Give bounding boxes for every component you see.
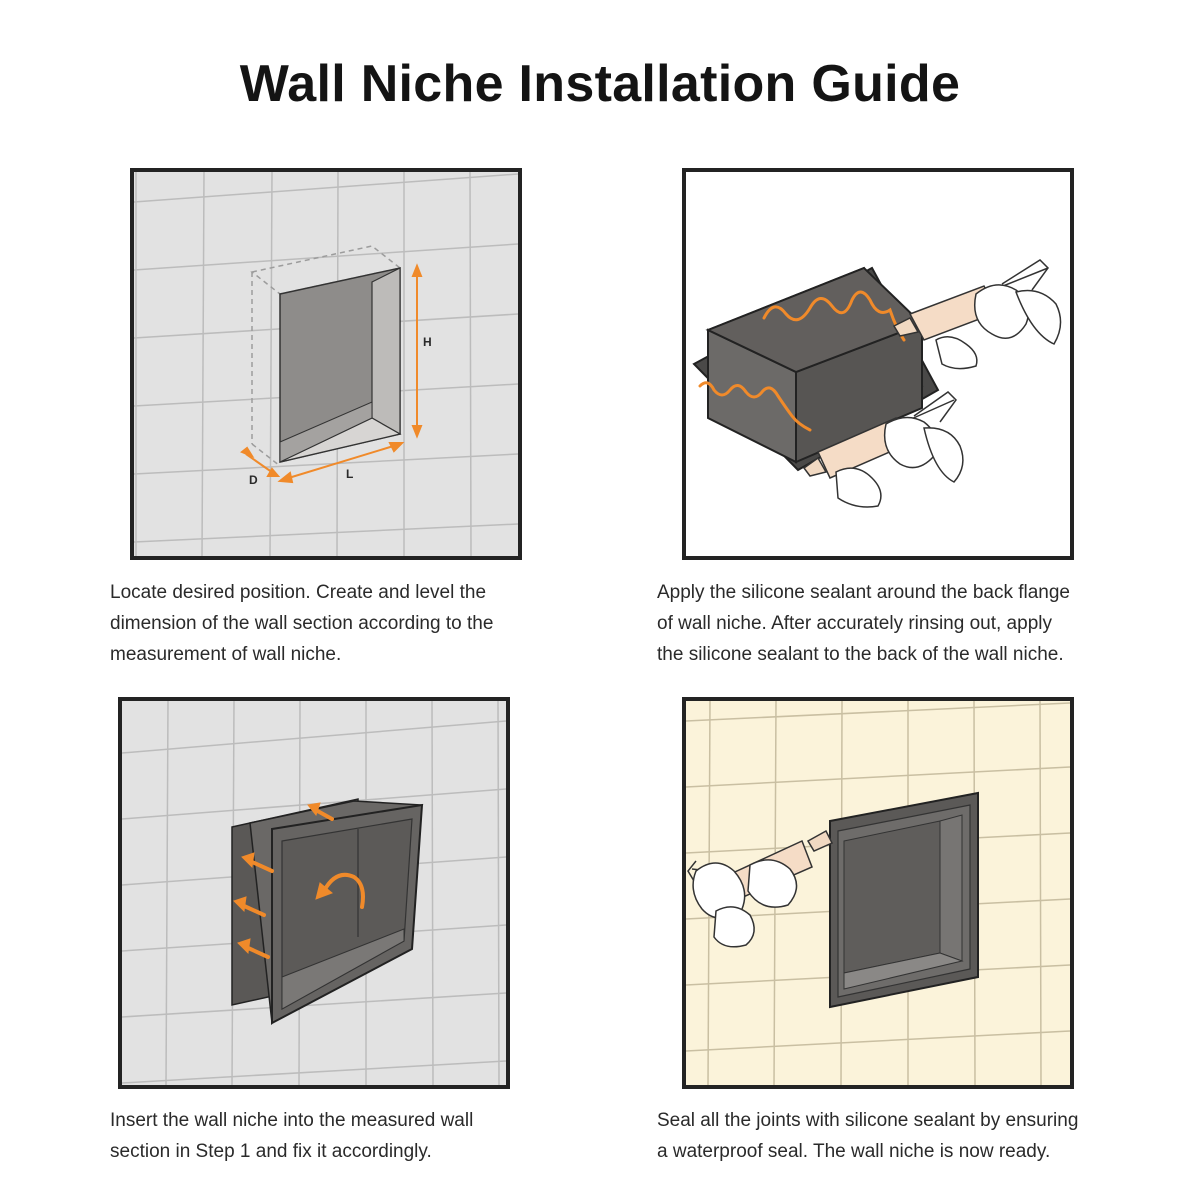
step-1-line-3: measurement of wall niche. — [110, 644, 342, 665]
step-2-illustration — [682, 168, 1074, 560]
step-1-caption — [110, 577, 550, 670]
step-4-drawing — [686, 701, 1070, 1085]
step-3-drawing — [122, 701, 506, 1085]
step-1-line-2: dimension of the wall section according to the — [110, 613, 494, 634]
step-2-line-2: of wall niche. After accurately rinsing out, apply — [657, 613, 1052, 634]
step-1-illustration — [130, 168, 522, 560]
page-title: Wall Niche Installation Guide — [239, 55, 961, 113]
step-3-line-2: section in Step 1 and fix it accordingly. — [110, 1141, 432, 1162]
step-2-drawing — [686, 172, 1070, 556]
step-4-line-1: Seal all the joints with silicone sealant by ensuring — [657, 1110, 1079, 1131]
step-2-line-3: the silicone sealant to the back of the wall niche. — [657, 644, 1064, 665]
step-2-line-1: Apply the silicone sealant around the back flange — [657, 582, 1070, 603]
step-1-drawing — [134, 172, 518, 556]
step-3-caption — [110, 1105, 550, 1167]
step-3-line-1: Insert the wall niche into the measured wall — [110, 1110, 474, 1131]
step-4-line-2: a waterproof seal. The wall niche is now ready. — [657, 1141, 1051, 1162]
step-1-line-1: Locate desired position. Create and level the — [110, 582, 487, 603]
step-2-caption — [657, 577, 1127, 670]
step-4-illustration — [682, 697, 1074, 1089]
length-label: L — [346, 467, 354, 481]
step-4-caption — [657, 1105, 1127, 1167]
step-3-illustration — [118, 697, 510, 1089]
depth-label: D — [249, 473, 258, 487]
height-label: H — [423, 335, 432, 349]
